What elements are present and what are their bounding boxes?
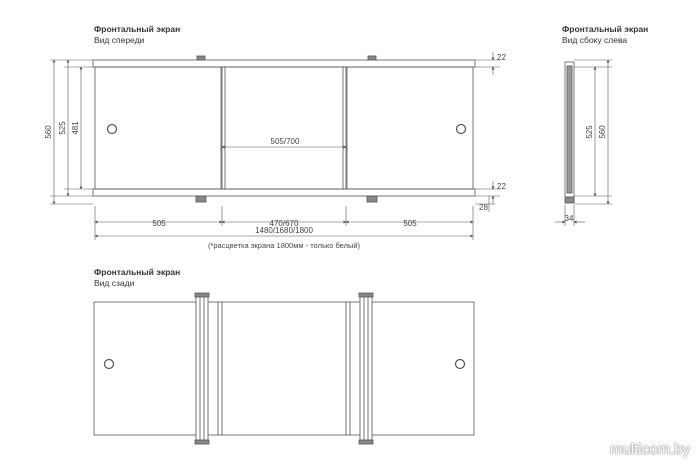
watermark: multicom.by (609, 441, 690, 458)
front-top-rail (93, 60, 475, 67)
back-left-handle (105, 360, 114, 369)
side-view-title: Фронтальный экран (562, 24, 649, 34)
front-middle-panel (222, 67, 346, 189)
back-view (94, 293, 474, 444)
front-right-handle (457, 125, 466, 134)
back-view-title: Фронтальный экран (94, 267, 181, 277)
dim-height-frame: 525 (58, 121, 67, 135)
front-foot-right (367, 196, 377, 202)
front-view (93, 56, 475, 202)
dim-height-panel: 481 (71, 121, 80, 135)
side-foot (565, 197, 574, 203)
side-view-subtitle: Вид сбоку слева (562, 35, 628, 45)
dim-left-panel: 505 (152, 219, 166, 228)
dim-side-total: 560 (598, 125, 607, 139)
back-right-post (360, 296, 372, 442)
front-view-title: Фронтальный экран (94, 24, 181, 34)
note-color: (*расцветка экрана 1800мм - только белый) (207, 241, 361, 250)
dim-middle-panel: 470/670 (269, 219, 299, 228)
side-view (565, 62, 574, 203)
back-left-post (196, 296, 208, 442)
front-left-handle (108, 125, 117, 134)
back-right-handle (456, 360, 465, 369)
dim-depth: 34 (564, 214, 574, 223)
back-frame (94, 302, 474, 435)
front-bottom-rail (93, 189, 475, 196)
dim-height-total: 560 (44, 125, 53, 139)
front-top-clip-right (368, 56, 376, 60)
dim-rail-top: 22 (497, 53, 506, 62)
dim-overall-length: 1480/1680/1800 (255, 226, 313, 235)
side-profile-inner (567, 66, 572, 193)
dim-side-frame: 525 (585, 125, 594, 139)
front-right-panel (347, 67, 473, 189)
dim-rail-bottom: 22 (497, 182, 506, 191)
back-view-subtitle: Вид сзади (94, 278, 135, 288)
front-foot-left (196, 196, 206, 202)
front-top-clip-left (197, 56, 205, 60)
dim-foot: 28 (479, 203, 488, 212)
front-view-subtitle: Вид спереди (94, 35, 145, 45)
dim-right-panel: 505 (403, 219, 417, 228)
dim-center-panel: 505/700 (270, 137, 300, 146)
